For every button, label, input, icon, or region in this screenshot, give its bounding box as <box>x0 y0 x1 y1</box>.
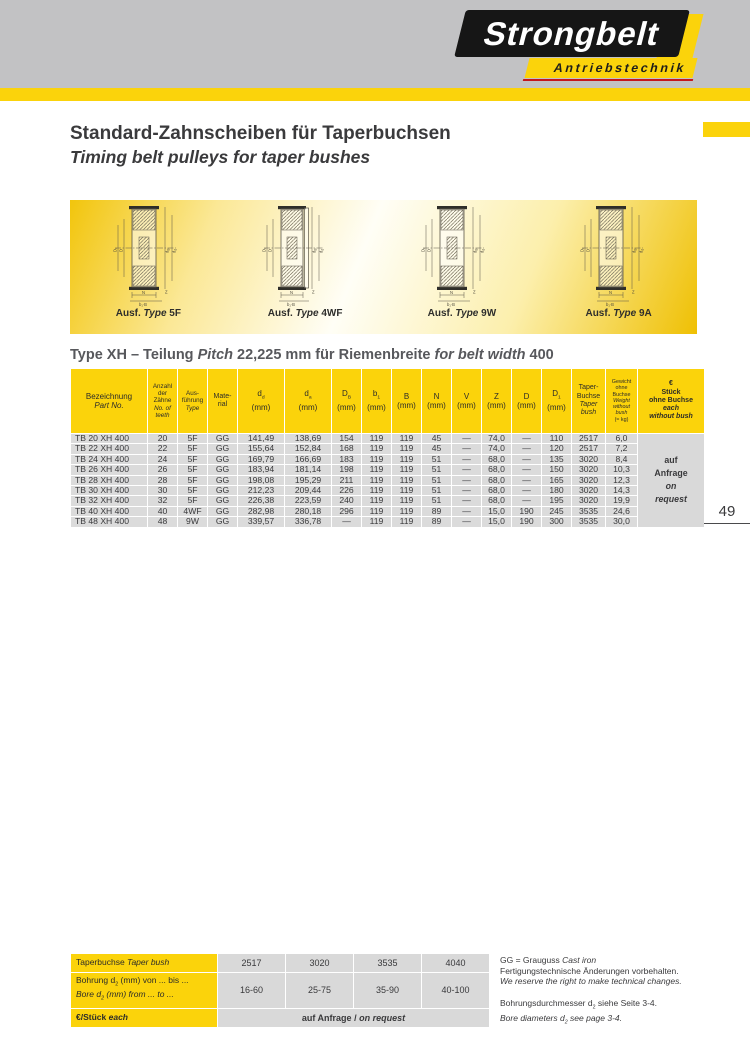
column-header: Mate- rial <box>208 369 237 433</box>
table-cell: GG <box>208 465 237 474</box>
table-cell: 119 <box>392 496 421 505</box>
table-cell: 190 <box>512 517 541 526</box>
column-header: $b_1$ (mm) <box>362 369 391 433</box>
page-title-en: Timing belt pulleys for taper bushes <box>70 147 371 167</box>
table-cell: 152,84 <box>285 444 331 453</box>
table-cell: 8,4 <box>606 455 637 464</box>
part-number-cell: TB 20 XH 400 <box>71 434 147 443</box>
svg-text:N: N <box>290 290 294 295</box>
table-cell: 4WF <box>178 507 207 516</box>
table-cell: 3535 <box>572 517 605 526</box>
svg-text:b₁·B: b₁·B <box>605 302 614 307</box>
table-cell: 2517 <box>572 434 605 443</box>
table-cell: — <box>512 486 541 495</box>
drawing-caption: Ausf. Type 9W <box>427 308 497 319</box>
price-on-request-cell: auf Anfrage on request <box>638 434 704 527</box>
svg-text:b₁·B: b₁·B <box>446 302 455 307</box>
table-cell: — <box>512 476 541 485</box>
table-cell: 135 <box>542 455 571 464</box>
table-cell: 30,0 <box>606 517 637 526</box>
svg-text:D: D <box>118 248 124 252</box>
svg-text:dd: $d_d$ <box>638 248 645 253</box>
note-line: Bohrungsdurchmesser $d_2$ siehe Seite 3-4. <box>500 997 657 1011</box>
table-cell: — <box>512 455 541 464</box>
table-cell: 3020 <box>286 954 353 972</box>
table-cell: 45 <box>422 434 451 443</box>
pulley-cross-section-9a <box>569 205 669 307</box>
table-cell: 51 <box>422 455 451 464</box>
column-header: Bezeichnung Part No. <box>71 369 147 433</box>
table-cell: 195 <box>542 496 571 505</box>
parts-table <box>70 368 705 528</box>
table-cell: 89 <box>422 507 451 516</box>
table-cell: 226 <box>332 486 361 495</box>
table-cell: 198,08 <box>238 476 284 485</box>
table-cell: 5F <box>178 496 207 505</box>
column-header: V (mm) <box>452 369 481 433</box>
table-cell: — <box>452 455 481 464</box>
table-cell: 45 <box>422 444 451 453</box>
table-cell: — <box>452 507 481 516</box>
svg-text:D₁: D₁ <box>261 247 267 252</box>
table-cell: 3020 <box>572 465 605 474</box>
table-cell: 5F <box>178 465 207 474</box>
table-cell: 119 <box>392 444 421 453</box>
table-cell: 6,0 <box>606 434 637 443</box>
svg-text:b₁·B: b₁·B <box>139 302 148 307</box>
table-cell: 68,0 <box>482 496 511 505</box>
column-header: Z (mm) <box>482 369 511 433</box>
column-header: $d_d$ (mm) <box>238 369 284 433</box>
table-cell: 40-100 <box>422 973 489 1009</box>
table-cell: 119 <box>392 486 421 495</box>
table-cell: 5F <box>178 455 207 464</box>
table-cell: 51 <box>422 486 451 495</box>
table-cell: 10,3 <box>606 465 637 474</box>
table-row <box>71 507 704 516</box>
table-cell: 119 <box>362 517 391 526</box>
table-cell: — <box>452 517 481 526</box>
pulley-drawing-5f <box>98 205 198 319</box>
column-header: $d_a$ (mm) <box>285 369 331 433</box>
table-cell: GG <box>208 444 237 453</box>
svg-text:b₁·B: b₁·B <box>287 302 296 307</box>
table-row <box>71 476 704 485</box>
column-header: D (mm) <box>512 369 541 433</box>
svg-text:N: N <box>449 290 453 295</box>
section-title: Type XH – Teilung Pitch 22,225 mm für Riemenbreite for belt width 400 <box>70 347 554 363</box>
svg-text:D: D <box>426 248 432 252</box>
table-cell: 51 <box>422 465 451 474</box>
table-cell: GG <box>208 455 237 464</box>
row-label: Bohrung $d_2$ (mm) von ... bis ... Bore $d_2$ (mm) from ... to ... <box>71 973 217 1009</box>
pulley-cross-section-4wf <box>255 205 355 307</box>
svg-text:dd: $d_d$ <box>479 248 486 253</box>
table-cell: 223,59 <box>285 496 331 505</box>
table-cell: GG <box>208 517 237 526</box>
column-header: N (mm) <box>422 369 451 433</box>
table-cell: 226,38 <box>238 496 284 505</box>
table-cell: 5F <box>178 476 207 485</box>
table-cell: 20 <box>148 434 177 443</box>
table-cell: 119 <box>362 444 391 453</box>
table-cell: 141,49 <box>238 434 284 443</box>
taper-bush-table <box>70 953 490 1028</box>
table-cell: 15,0 <box>482 517 511 526</box>
table-cell: 3020 <box>572 476 605 485</box>
svg-text:Z: Z <box>631 289 635 295</box>
svg-text:Z: Z <box>312 289 315 295</box>
table-cell: 110 <box>542 434 571 443</box>
table-row <box>71 444 704 453</box>
chapter-tab <box>703 122 750 137</box>
table-cell: 183 <box>332 455 361 464</box>
table-cell: GG <box>208 476 237 485</box>
table-cell: 24 <box>148 455 177 464</box>
table-cell: — <box>452 465 481 474</box>
table-cell: 48 <box>148 517 177 526</box>
pulley-drawing-9w <box>412 205 512 319</box>
table-cell: — <box>512 496 541 505</box>
table-row <box>71 973 489 1009</box>
table-cell: 119 <box>362 507 391 516</box>
table-cell: 89 <box>422 517 451 526</box>
page-title-de: Standard-Zahnscheiben für Taperbuchsen <box>70 123 451 144</box>
row-label: Taperbuchse Taper bush <box>71 954 217 972</box>
pulley-cross-section-9w <box>412 205 512 307</box>
table-cell: 166,69 <box>285 455 331 464</box>
table-cell: 195,29 <box>285 476 331 485</box>
table-cell: 119 <box>392 455 421 464</box>
column-header: Gewicht ohne Buchse Weight without bush (≈ kg) <box>606 369 637 433</box>
table-cell: — <box>452 434 481 443</box>
table-cell: — <box>332 517 361 526</box>
note-group <box>500 998 750 1028</box>
table-cell: 120 <box>542 444 571 453</box>
drawing-caption: Ausf. Type 5F <box>115 308 181 319</box>
svg-text:Z: Z <box>165 289 168 295</box>
note-line: GG = Grauguss Cast iron <box>500 955 597 965</box>
table-row <box>71 455 704 464</box>
table-cell: — <box>512 434 541 443</box>
table-cell: 245 <box>542 507 571 516</box>
table-cell: 74,0 <box>482 444 511 453</box>
table-cell: 280,18 <box>285 507 331 516</box>
table-cell: 7,2 <box>606 444 637 453</box>
table-cell: 119 <box>362 455 391 464</box>
table-cell: 32 <box>148 496 177 505</box>
table-cell: 240 <box>332 496 361 505</box>
table-cell: 3020 <box>572 486 605 495</box>
svg-text:D₁: D₁ <box>579 247 585 252</box>
part-number-cell: TB 40 XH 400 <box>71 507 147 516</box>
part-number-cell: TB 22 XH 400 <box>71 444 147 453</box>
table-cell: 209,44 <box>285 486 331 495</box>
note-line: Fertigungstechnische Änderungen vorbehalten. <box>500 965 679 976</box>
svg-text:D₁: D₁ <box>420 247 426 252</box>
brand-name: Strongbelt <box>480 14 665 52</box>
table-cell: 119 <box>392 434 421 443</box>
table-cell: 138,69 <box>285 434 331 443</box>
table-cell: 119 <box>362 434 391 443</box>
part-number-cell: TB 24 XH 400 <box>71 455 147 464</box>
table-cell: 9W <box>178 517 207 526</box>
table-cell: 68,0 <box>482 465 511 474</box>
table-cell: 28 <box>148 476 177 485</box>
table-cell: 40 <box>148 507 177 516</box>
table-cell: 190 <box>512 507 541 516</box>
pulley-drawing-9a <box>569 205 669 319</box>
footnotes <box>500 953 750 1028</box>
table-cell: 14,3 <box>606 486 637 495</box>
table-cell: 12,3 <box>606 476 637 485</box>
note-line: We reserve the right to make technical changes. <box>500 976 682 986</box>
column-header: $D_B$ (mm) <box>332 369 361 433</box>
table-cell: 3020 <box>572 455 605 464</box>
column-header: Aus- führung Type <box>178 369 207 433</box>
svg-text:dd: $d_d$ <box>318 248 325 253</box>
table-cell: 25-75 <box>286 973 353 1009</box>
table-cell: 300 <box>542 517 571 526</box>
table-cell: 119 <box>362 496 391 505</box>
table-cell: 155,64 <box>238 444 284 453</box>
price-on-request-cell: auf Anfrage / on request <box>218 1009 489 1027</box>
table-cell: 2517 <box>218 954 285 972</box>
table-cell: 5F <box>178 434 207 443</box>
table-cell: 282,98 <box>238 507 284 516</box>
table-cell: 211 <box>332 476 361 485</box>
table-cell: 68,0 <box>482 486 511 495</box>
table-cell: 150 <box>542 465 571 474</box>
table-cell: 5F <box>178 486 207 495</box>
logo-plate <box>454 10 690 57</box>
table-cell: 15,0 <box>482 507 511 516</box>
drawing-caption: Ausf. Type 9A <box>585 308 652 319</box>
column-header: B (mm) <box>392 369 421 433</box>
table-cell: 68,0 <box>482 476 511 485</box>
table-cell: 4040 <box>422 954 489 972</box>
svg-text:dd: $d_d$ <box>171 248 179 253</box>
table-cell: 180 <box>542 486 571 495</box>
drawing-caption: Ausf. Type 4WF <box>267 308 343 319</box>
pulley-cross-section-5f <box>98 205 198 307</box>
table-cell: 3535 <box>572 507 605 516</box>
table-cell: — <box>452 476 481 485</box>
svg-text:N: N <box>142 290 146 295</box>
table-cell: 35-90 <box>354 973 421 1009</box>
part-number-cell: TB 48 XH 400 <box>71 517 147 526</box>
svg-text:dB: $d_B$ <box>472 248 479 253</box>
logo-tagline-strip <box>525 58 698 78</box>
table-cell: 2517 <box>572 444 605 453</box>
table-cell: 3020 <box>572 496 605 505</box>
svg-text:D: D <box>267 248 273 252</box>
table-cell: 183,94 <box>238 465 284 474</box>
part-number-cell: TB 26 XH 400 <box>71 465 147 474</box>
table-cell: 154 <box>332 434 361 443</box>
table-cell: 165 <box>542 476 571 485</box>
table-cell: 181,14 <box>285 465 331 474</box>
part-number-cell: TB 30 XH 400 <box>71 486 147 495</box>
column-header: € Stück ohne Buchse each without bush <box>638 369 704 433</box>
table-row <box>71 954 489 972</box>
svg-text:N: N <box>608 290 612 295</box>
svg-text:D₁: D₁ <box>112 247 118 252</box>
table-cell: 24,6 <box>606 507 637 516</box>
table-cell: 5F <box>178 444 207 453</box>
part-number-cell: TB 32 XH 400 <box>71 496 147 505</box>
table-row <box>71 496 704 505</box>
table-cell: GG <box>208 434 237 443</box>
page-header <box>0 0 750 88</box>
table-row <box>71 434 704 443</box>
table-cell: 119 <box>392 465 421 474</box>
table-cell: 16-60 <box>218 973 285 1009</box>
table-cell: — <box>452 444 481 453</box>
column-header: $D_1$ (mm) <box>542 369 571 433</box>
table-cell: 119 <box>392 517 421 526</box>
part-number-cell: TB 28 XH 400 <box>71 476 147 485</box>
table-cell: 74,0 <box>482 434 511 443</box>
column-header: Anzahl der Zähne No. of teeth <box>148 369 177 433</box>
logo-red-rule <box>523 79 693 81</box>
svg-text:D: D <box>585 248 591 252</box>
table-cell: 19,9 <box>606 496 637 505</box>
table-cell: — <box>512 465 541 474</box>
table-row <box>71 1009 489 1027</box>
table-cell: 169,79 <box>238 455 284 464</box>
table-cell: 30 <box>148 486 177 495</box>
table-cell: GG <box>208 486 237 495</box>
table-cell: 119 <box>392 507 421 516</box>
table-cell: 68,0 <box>482 455 511 464</box>
table-cell: 198 <box>332 465 361 474</box>
table-cell: 119 <box>362 465 391 474</box>
table-cell: GG <box>208 496 237 505</box>
table-cell: 26 <box>148 465 177 474</box>
table-cell: — <box>452 486 481 495</box>
table-cell: 296 <box>332 507 361 516</box>
table-cell: 119 <box>362 476 391 485</box>
table-cell: 212,23 <box>238 486 284 495</box>
table-cell: 51 <box>422 496 451 505</box>
brand-tagline: Antriebstechnik <box>552 61 688 75</box>
table-cell: GG <box>208 507 237 516</box>
svg-text:Z: Z <box>472 289 476 295</box>
table-row <box>71 465 704 474</box>
row-label: €/Stück each <box>71 1009 217 1027</box>
page-number: 49 <box>704 503 750 524</box>
table-row <box>71 486 704 495</box>
table-cell: 339,57 <box>238 517 284 526</box>
table-cell: — <box>512 444 541 453</box>
drawings-banner <box>70 200 697 334</box>
column-header: Taper- Buchse Taper bush <box>572 369 605 433</box>
pulley-drawing-4wf <box>255 205 355 319</box>
table-cell: 22 <box>148 444 177 453</box>
page-body <box>0 123 750 528</box>
svg-text:dB: $d_B$ <box>631 248 638 253</box>
table-cell: 3535 <box>354 954 421 972</box>
table-cell: 336,78 <box>285 517 331 526</box>
footer-section <box>70 953 750 1028</box>
note-line: Bore diameters $d_2$ see page 3-4. <box>500 1012 623 1026</box>
parts-table-header-row <box>71 369 704 433</box>
table-cell: 168 <box>332 444 361 453</box>
svg-text:dB: $d_B$ <box>311 248 318 253</box>
table-row <box>71 517 704 526</box>
table-cell: 119 <box>392 476 421 485</box>
table-cell: — <box>452 496 481 505</box>
table-cell: 119 <box>362 486 391 495</box>
svg-text:dB: $d_B$ <box>164 248 172 253</box>
table-cell: 51 <box>422 476 451 485</box>
yellow-band <box>0 88 750 101</box>
note-group <box>500 955 750 987</box>
